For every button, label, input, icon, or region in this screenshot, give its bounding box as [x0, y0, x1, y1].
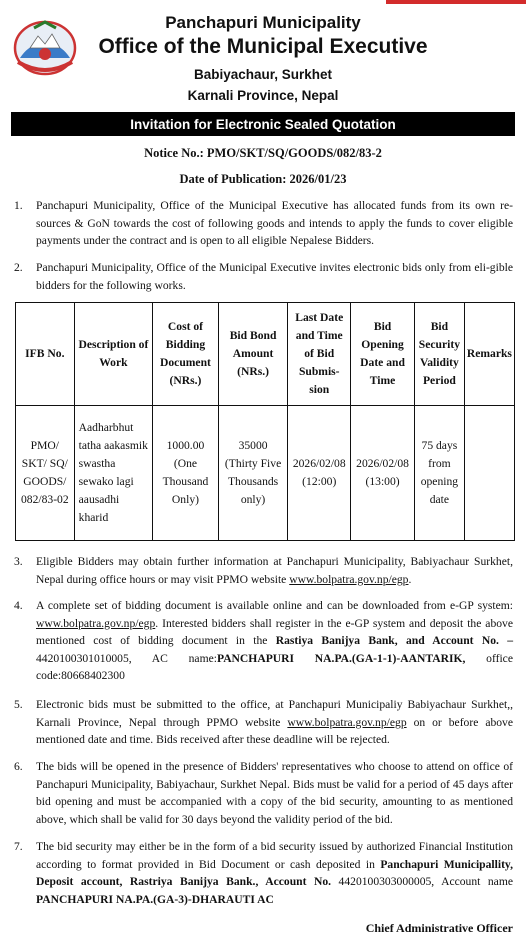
- province-line: Karnali Province, Nepal: [187, 88, 339, 103]
- publication-date: Date of Publication: 2026/01/23: [179, 172, 347, 186]
- paragraph-text-part: .: [408, 572, 412, 586]
- cell-ifb-no: PMO/ SKT/ SQ/ GOODS/ 082/83-02: [16, 406, 75, 541]
- table-row: [16, 406, 515, 541]
- header-ifb-no: IFB No.: [16, 303, 75, 406]
- paragraph-number: 3.: [14, 555, 23, 568]
- header-bid-bond: Bid Bond Amount (NRs.): [218, 303, 288, 406]
- header-last-date: Last Date and Time of Bid Submis-sion: [288, 303, 351, 406]
- paragraph-text: [36, 696, 513, 749]
- paragraph-text: The bids will be opened in the presence of Bidders' representatives who choose to attend on office of Panchapuri Municipality, Babiyachaur, Surkhet Nepal. Bids must be valid for a period of 45 days after bid opening and must be accompanied with a copy of the bid security, amounting to as mentioned above, which shall be valid for 30 days beyond the validity period of the bid.: [36, 760, 513, 826]
- paragraph-number: 7.: [14, 840, 23, 853]
- egp-website-link[interactable]: www.bolpatra.gov.np/egp: [287, 715, 407, 729]
- paragraph-text-part: The bid security may either be in the form of a bid security issued by authorized Financial Institution according to format provided in Bid Document or cash deposited in: [36, 840, 513, 871]
- paragraph-text-part: 4420100303000005, Account name: [331, 875, 513, 888]
- paragraph-7: [14, 838, 513, 908]
- egp-website-link[interactable]: www.bolpatra.gov.np/egp: [289, 572, 409, 586]
- header-cost: Cost of Bidding Document (NRs.): [153, 303, 219, 406]
- paragraph-text: [36, 553, 513, 588]
- paragraph-number: 2.: [14, 261, 23, 274]
- paragraph-4: [14, 597, 513, 685]
- paragraph-5: [14, 696, 513, 749]
- paragraph-1: [14, 197, 513, 250]
- letterhead: [0, 0, 526, 106]
- paragraph-number: 6.: [14, 760, 23, 773]
- paragraph-3: [14, 553, 513, 588]
- cell-last-date: 2026/02/08 (12:00): [288, 406, 351, 541]
- paragraph-text-part: A complete set of bidding document is available online and can be downloaded from e-GP system:: [36, 599, 513, 612]
- egp-website-link[interactable]: www.bolpatra.gov.np/egp: [36, 616, 156, 630]
- cell-validity: 75 days from opening date: [414, 406, 464, 541]
- paragraph-text-part: . Interested bidders shall register in the e-GP system and deposit the above mentioned cost of bidding document in the: [36, 616, 513, 647]
- signatory-title: Chief Administrative Officer: [365, 921, 513, 935]
- header-description: Description of Work: [74, 303, 152, 406]
- paragraph-text-part: on or before above mentioned date and time. Bids received after these deadline will be rejected.: [36, 715, 513, 746]
- paragraph-number: 4.: [14, 599, 23, 612]
- cell-opening-date: 2026/02/08 (13:00): [351, 406, 415, 541]
- cell-bid-bond: 35000 (Thirty Five Thousands only): [218, 406, 288, 541]
- paragraph-text-part: 4420100301010005, AC name:: [36, 651, 217, 665]
- municipality-name: Panchapuri Municipality: [165, 13, 361, 32]
- paragraph-6: [14, 758, 513, 828]
- account-name: PANCHAPURI NA.PA.(GA-1-1)-AANTARIK,: [216, 651, 466, 665]
- deposit-account-name: PANCHAPURI NA.PA.(GA-3)-DHARAUTI AC: [36, 892, 274, 906]
- bank-account-label: Rastiya Banijya Bank, and Account No. –: [275, 634, 513, 647]
- header-opening-date: Bid Opening Date and Time: [351, 303, 415, 406]
- cell-remarks: [464, 406, 514, 541]
- paragraph-text: [36, 597, 513, 685]
- deposit-account-label: Panchapuri Municipallity, Deposit account, Rastriya Banijya Bank., Account No.: [36, 857, 513, 888]
- paragraph-text: [36, 838, 513, 908]
- paragraph-text: Panchapuri Municipality, Office of the Municipal Executive invites electronic bids only from eli-gible bidders for the following works.: [36, 261, 513, 292]
- paragraph-2: [14, 259, 513, 294]
- paragraph-number: 1.: [14, 199, 23, 212]
- paragraph-text-part: Electronic bids must be submitted to the office, at Panchapuri Municipaliy Babiyachaur Surkhet,, Karnali Province, Nepal through PPMO website: [36, 698, 513, 729]
- paragraph-text-part: office code:80668402300: [36, 651, 513, 682]
- header-validity: Bid Security Validity Period: [414, 303, 464, 406]
- paragraph-text-part: Eligible Bidders may obtain further information at Panchapuri Municipality, Babiyachaur Surkhet, Nepal during office hours or may visit PPMO website: [36, 555, 513, 586]
- office-name: Office of the Municipal Executive: [98, 35, 428, 58]
- header-remarks: Remarks: [464, 303, 514, 406]
- cell-cost: 1000.00 (One Thousand Only): [153, 406, 219, 541]
- table-header-row: [16, 303, 515, 406]
- cell-description: Aadharbhut tatha aakasmik swastha sewako lagi aausadhi kharid: [74, 406, 152, 541]
- bid-details-table: [15, 302, 515, 541]
- address-line: Babiyachaur, Surkhet: [193, 67, 333, 82]
- paragraph-text: Panchapuri Municipality, Office of the Municipal Executive has allocated funds from its own re-sources & GoN towards the cost of following goods and intends to apply the funds to cover eligible payments under the contract and is open to all eligible Nepalese Bidders.: [36, 199, 513, 247]
- paragraph-number: 5.: [14, 698, 23, 711]
- notice-number: Notice No.: PMO/SKT/SQ/GOODS/082/83-2: [144, 146, 382, 160]
- notice-title-banner: Invitation for Electronic Sealed Quotation: [11, 112, 515, 136]
